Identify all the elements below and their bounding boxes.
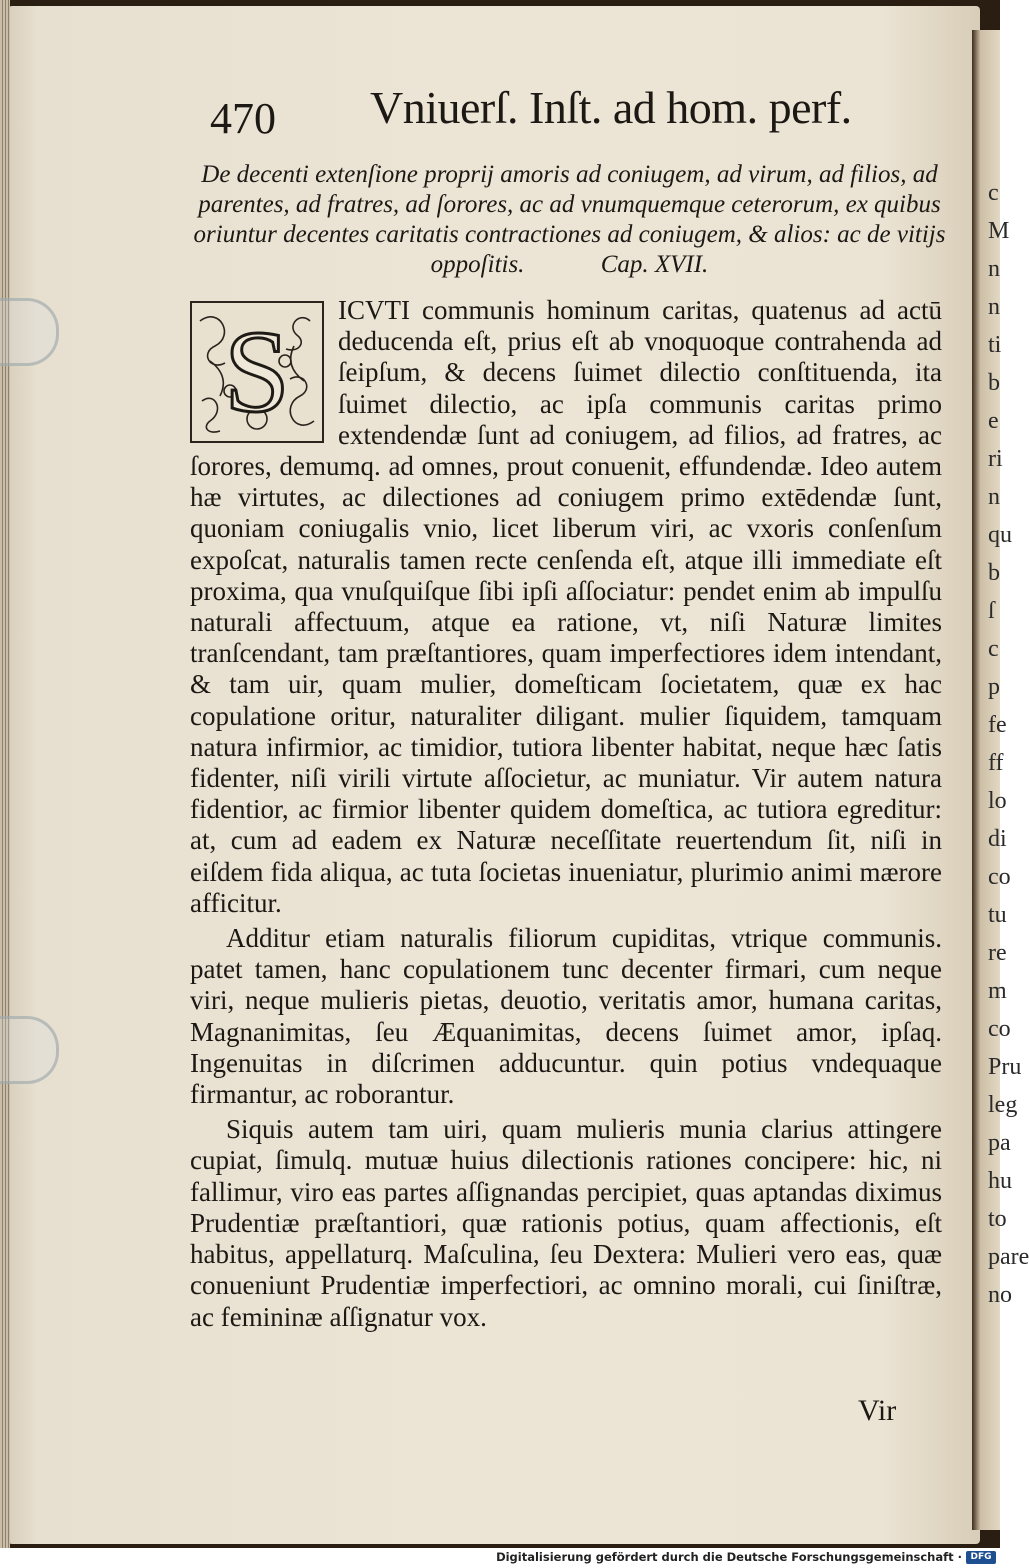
next-page-glyph: re	[988, 940, 1007, 966]
next-page-glyph: n	[988, 256, 1000, 282]
next-page-glyph: lo	[988, 788, 1007, 814]
next-page-glyph: hu	[988, 1168, 1012, 1194]
next-page-glyph: M	[988, 218, 1010, 244]
next-page-glyph: co	[988, 1016, 1011, 1042]
next-page-glyph: di	[988, 826, 1007, 852]
next-page-glyph: to	[988, 1206, 1007, 1232]
next-page-glyph: b	[988, 560, 1000, 586]
chapter-label: Cap. XVII.	[600, 251, 709, 278]
next-page-glyph: n	[988, 294, 1000, 320]
next-page-glyph: fe	[988, 712, 1007, 738]
paragraph-2: Additur etiam naturalis filiorum cupiditas, vtrique communis. patet tamen, hanc copulationem tunc decenter firmari, cum neque viri, neque mulieris pietas, deuotio, veritatis amor, humana caritas, Magnanimitas, ſeu Æquanimitas, decens ſuimet amor, ipſaq. Ingenuitas in diſcrimen adducuntur. quin potius vndequaque firmantur, ac roborantur.	[190, 923, 942, 1110]
next-page-glyph: leg	[988, 1092, 1018, 1118]
next-page-glyph: pa	[988, 1130, 1011, 1156]
dfg-logo: DFG	[966, 1551, 996, 1564]
next-page-glyph: ri	[988, 446, 1003, 472]
dropcap-letter: S	[224, 306, 290, 437]
next-page-glyph: c	[988, 636, 999, 662]
funding-credit: Digitalisierung gefördert durch die Deutsche Forschungsgemeinschaft ·	[496, 1550, 962, 1564]
next-page-glyph: ti	[988, 332, 1002, 358]
chapter-title	[192, 160, 947, 280]
next-page-glyph: no	[988, 1282, 1012, 1308]
next-page-glyph: e	[988, 408, 999, 434]
chapter-title-text: De decenti extenſione proprij amoris ad coniugem, ad virum, ad filios, ad parentes, ad fratres, ad ſorores, ac ad vnumquemque ceterorum, ex quibus oriuntur decentes caritatis contractiones ad coniugem, & alios: ac de vitijs oppoſitis.	[193, 161, 946, 278]
next-page-glyph: co	[988, 864, 1011, 890]
next-page-glyph: ſ	[988, 598, 995, 624]
running-title: Vniuerſ. Inſt. ad hom. perf.	[370, 82, 852, 133]
next-page-glyph: b	[988, 370, 1000, 396]
footer-bar	[0, 1548, 1000, 1568]
dropcap-ornament	[190, 301, 324, 443]
next-page-glyph: pare	[988, 1244, 1029, 1270]
paragraph-1-text: ICVTI communis hominum caritas, quatenus ad actū deducenda eſt, prius eſt ab vnoquoque contrahenda ad ſeipſum, & decens ſuimet dilectio conſtituenda, ita ſuimet dilectio, ac ipſa communis caritas primo extendendæ ſunt ad coniugem, ad filios, ad fratres, ac ſorores, demumq. ad omnes, prout conuenit, effundendæ. Ideo autem hæ virtutes, ac dilectiones ad coniugem primo extēdendæ ſunt, quoniam coniugalis vnio, licet liberum viri, ac vxoris conſenſum expoſcat, naturalis tamen recte cenſenda eſt, atque illi immediate eſt proxima, qua vnuſquiſque ſibi ipſi aſſociatur: pendet enim ab impulſu naturali affectuum, atque ea ratione, vt, niſi Naturæ limites tranſcendant, tam præſtantiores, quam imperfectiores idem intendant, & tam uir, quam mulier, domeſticam ſocietatem, quæ ex hac copulatione oritur, naturaliter diligant. mulier ſiquidem, tamquam natura infirmior, ac timidior, tutiora libenter habitat, neque hæc ſatis fidenter, niſi virili virtute aſſocietur, ac muniatur. Vir autem natura fidentior, ac firmior libenter quidem domeſtica, ac tutiora egreditur: at, cum ad eadem ex Naturæ neceſſitate reuertendum ſit, niſi in eiſdem fida aliqua, ac tuta ſocietas inueniatur, plurimio animi mærore afficitur.	[190, 295, 942, 918]
paragraph-1	[190, 295, 942, 919]
next-page-glyph: p	[988, 674, 1000, 700]
next-page-glyph: tu	[988, 902, 1007, 928]
next-page-glyph: c	[988, 180, 999, 206]
body-text	[190, 295, 942, 1333]
next-page-glyph: ff	[988, 750, 1004, 776]
next-page-glyph: Pru	[988, 1054, 1022, 1080]
next-page-glyph: n	[988, 484, 1000, 510]
paragraph-3: Siquis autem tam uiri, quam mulieris munia clarius attingere cupiat, ſimulq. mutuæ huius dilectionis rationes concipere: hic, ni fallimur, viro eas partes aſſignandas percipiet, quas aptandas diximus Prudentiæ præſtantiori, quæ rationis potius, quam affectionis, eſt habitus, appellaturq. Maſculina, ſeu Dextera: Mulieri vero eas, quæ conueniunt Prudentiæ imperfectiori, ac omnino morali, cui ſiniſtræ, ac femininæ aſſignatur vox.	[190, 1114, 942, 1332]
next-page-glyph: qu	[988, 522, 1012, 548]
catchword: Vir	[858, 1394, 897, 1427]
page-number: 470	[210, 94, 276, 143]
next-page-glyph: m	[988, 978, 1007, 1004]
